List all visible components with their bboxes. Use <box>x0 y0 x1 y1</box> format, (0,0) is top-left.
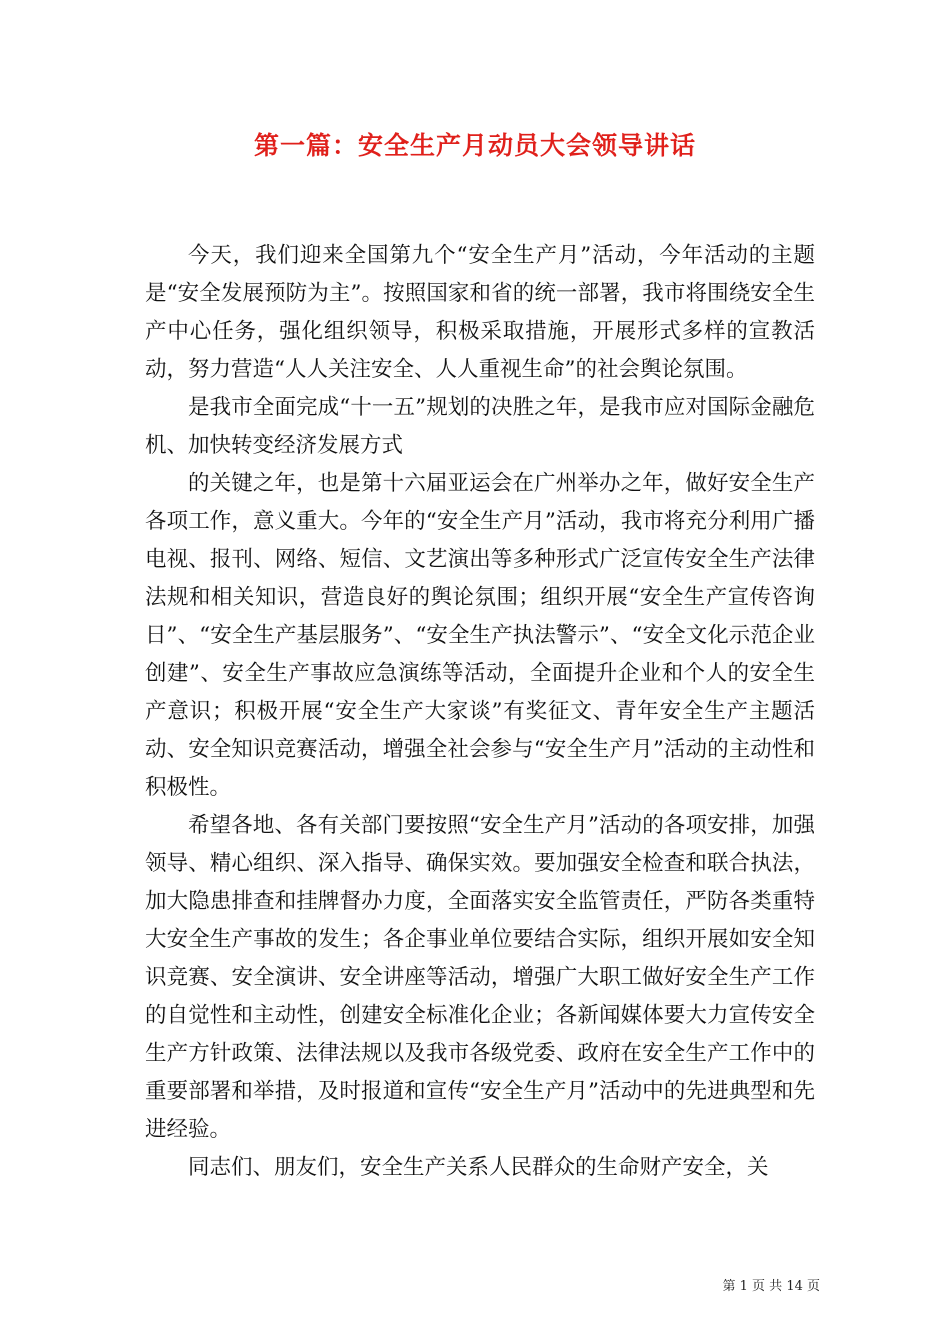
document-body <box>145 237 815 1187</box>
paragraph-1: 今天，我们迎来全国第九个“安全生产月”活动，今年活动的主题是“安全发展预防为主”。按照国家和省的统一部署，我市将围绕安全生产中心任务，强化组织领导，积极采取措施，开展形式多样的宣教活动，努力营造“人人关注安全、人人重视生命”的社会舆论氛围。 <box>145 243 815 382</box>
paragraph-4: 希望各地、各有关部门要按照“安全生产月”活动的各项安排，加强领导、精心组织、深入指导、确保实效。要加强安全检查和联合执法，加大隐患排查和挂牌督办力度，全面落实安全监管责任，严防各类重特大安全生产事故的发生；各企事业单位要结合实际，组织开展如安全知识竞赛、安全演讲、安全讲座等活动，增强广大职工做好安全生产工作的自觉性和主动性，创建安全标准化企业；各新闻媒体要大力宣传安全生产方针政策、法律法规以及我市各级党委、政府在安全生产工作中的重要部署和举措，及时报道和宣传“安全生产月”活动中的先进典型和先进经验。 <box>145 813 815 1142</box>
document-title: 第一篇：安全生产月动员大会领导讲话 <box>253 131 696 160</box>
paragraph-3: 的关键之年，也是第十六届亚运会在广州举办之年，做好安全生产各项工作，意义重大。今年的“安全生产月”活动，我市将充分利用广播电视、报刊、网络、短信、文艺演出等多种形式广泛宣传安全生产法律法规和相关知识，营造良好的舆论氛围；组织开展“安全生产宣传咨询日”、“安全生产基层服务”、“安全生产执法警示”、“安全文化示范企业创建”、安全生产事故应急演练等活动，全面提升企业和个人的安全生产意识；积极开展“安全生产大家谈”有奖征文、青年安全生产主题活动、安全知识竞赛活动，增强全社会参与“安全生产月”活动的主动性和积极性。 <box>145 471 815 800</box>
paragraph-2: 是我市全面完成“十一五”规划的决胜之年，是我市应对国际金融危机、加快转变经济发展方式 <box>145 395 815 458</box>
paragraph-5: 同志们、朋友们，安全生产关系人民群众的生命财产安全，关 <box>188 1155 769 1180</box>
page-number-footer: 第 1 页 共 14 页 <box>722 1279 820 1294</box>
